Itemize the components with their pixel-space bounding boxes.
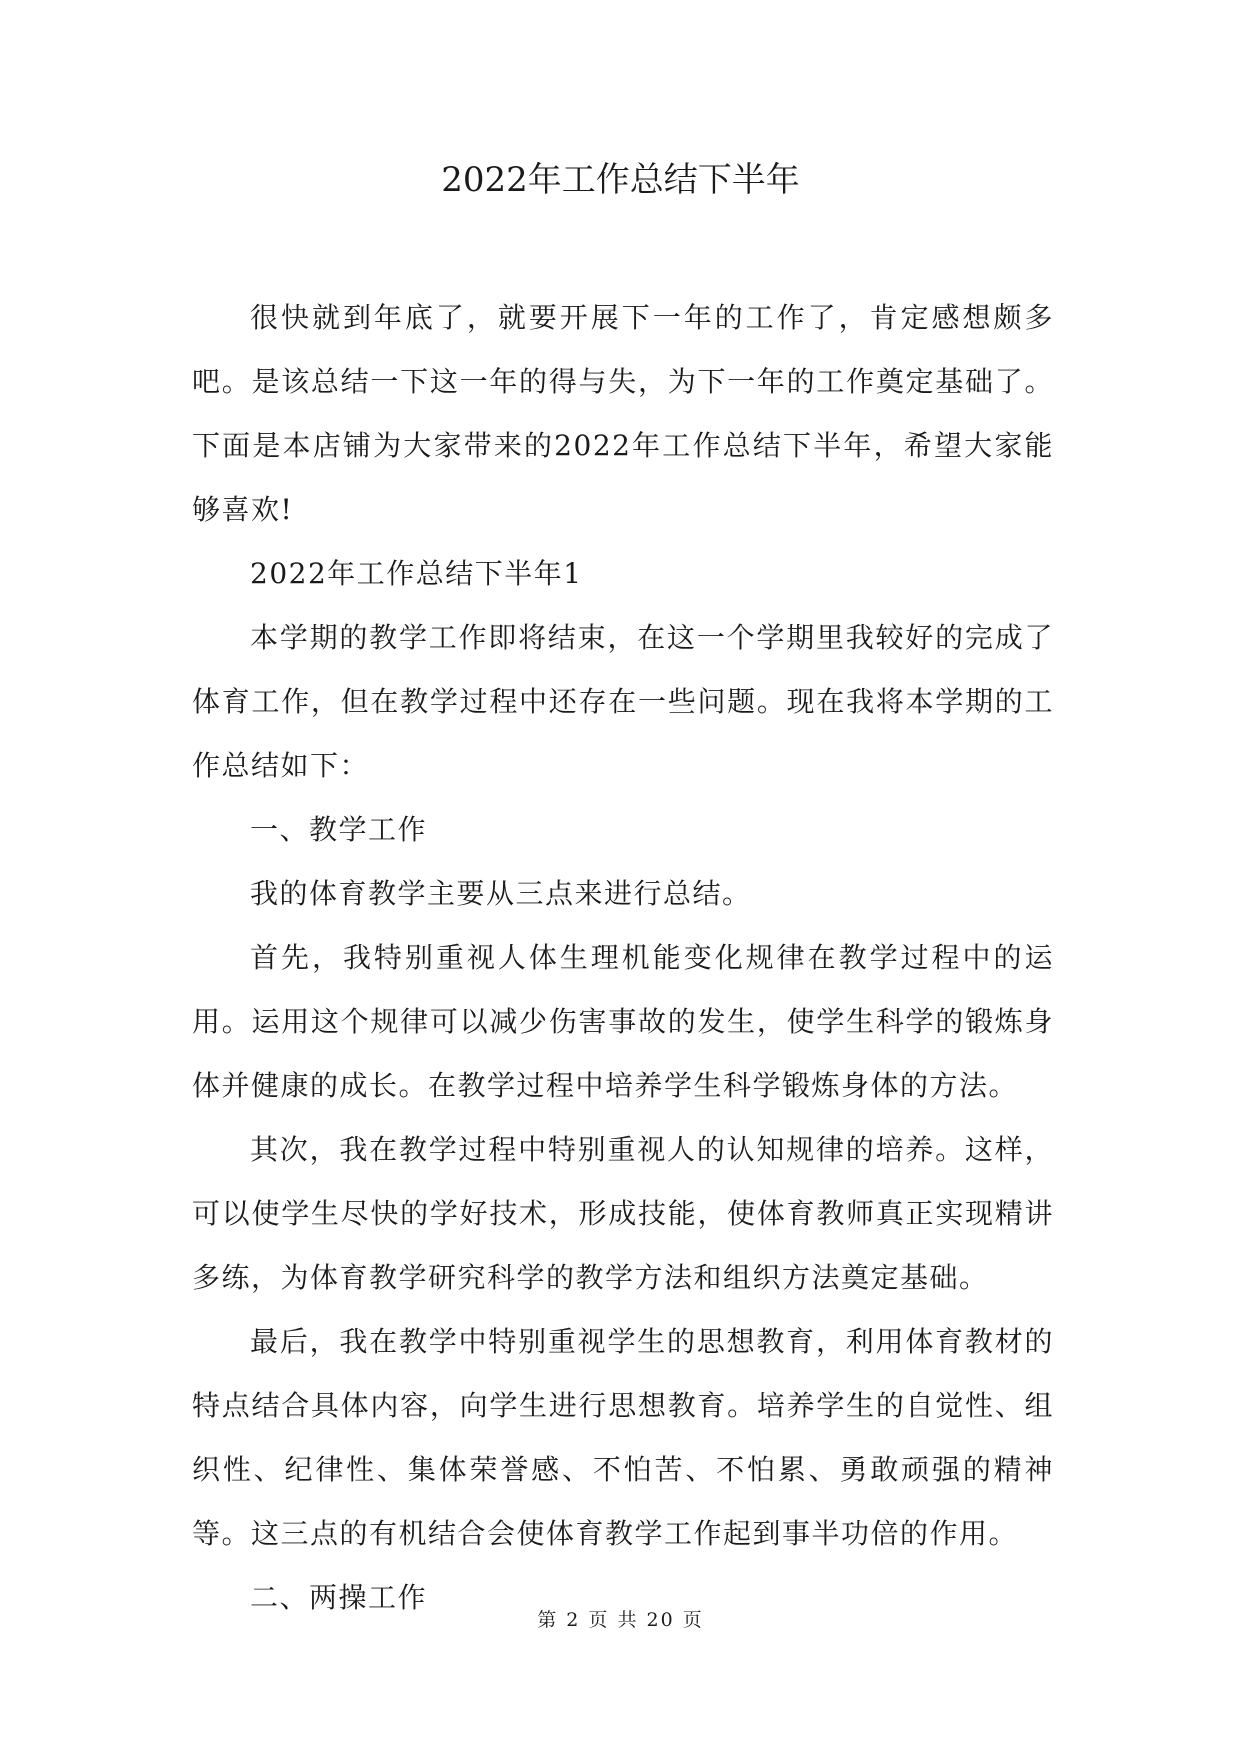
subheading-exercise-work: 二、两操工作 (250, 1581, 428, 1614)
body-paragraph: 我的体育教学主要从三点来进行总结。 (250, 877, 752, 910)
body-paragraph: 其次，我在教学过程中特别重视人的认知规律的培养。这样，可以使学生尽快的学好技术，形成技能，使体育教师真正实现精讲多练，为体育教学研究科学的教学方法和组织方法奠定基础。 (192, 1133, 1054, 1294)
page-footer: 第 2 页 共 20 页 (537, 1609, 704, 1631)
subheading-teaching-work: 一、教学工作 (250, 813, 428, 846)
document-body (192, 286, 1054, 1630)
body-paragraph: 本学期的教学工作即将结束，在这一个学期里我较好的完成了体育工作，但在教学过程中还存在一些问题。现在我将本学期的工作总结如下： (192, 621, 1054, 782)
body-paragraph: 最后，我在教学中特别重视学生的思想教育，利用体育教材的特点结合具体内容，向学生进行思想教育。培养学生的自觉性、组织性、纪律性、集体荣誉感、不怕苦、不怕累、勇敢顽强的精神等。这三点的有机结合会使体育教学工作起到事半功倍的作用。 (192, 1325, 1054, 1550)
section-heading-1: 2022年工作总结下半年1 (250, 557, 583, 590)
document-title: 2022年工作总结下半年 (441, 160, 800, 200)
body-paragraph: 首先，我特别重视人体生理机能变化规律在教学过程中的运用。运用这个规律可以减少伤害事故的发生，使学生科学的锻炼身体并健康的成长。在教学过程中培养学生科学锻炼身体的方法。 (192, 941, 1054, 1102)
intro-paragraph: 很快就到年底了，就要开展下一年的工作了，肯定感想颇多吧。是该总结一下这一年的得与失，为下一年的工作奠定基础了。下面是本店铺为大家带来的2022年工作总结下半年，希望大家能够喜欢! (192, 301, 1054, 526)
